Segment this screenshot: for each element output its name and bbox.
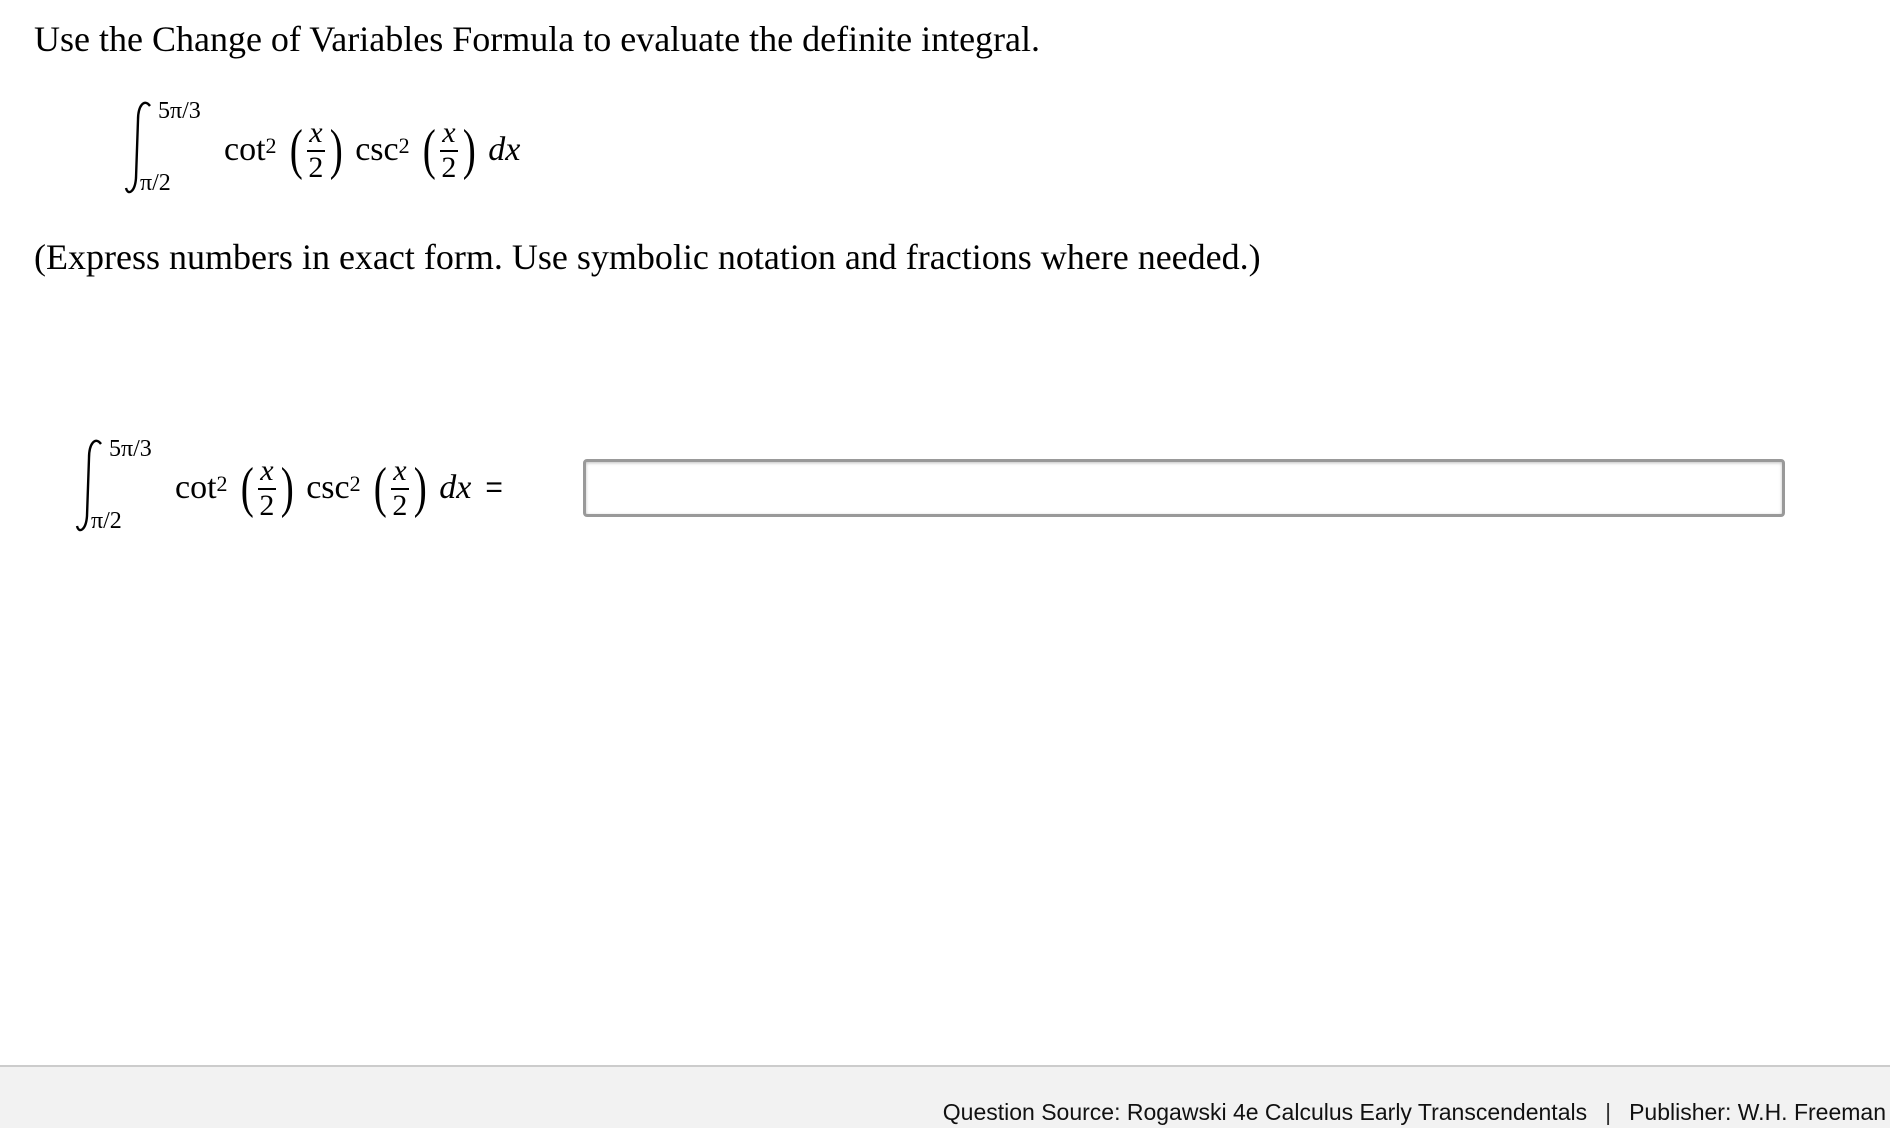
answer-integral [75,436,575,536]
fraction-numerator: x [260,453,274,487]
integral-display [124,98,584,198]
footer-credits [943,1099,1886,1126]
lower-limit: π/2 [91,508,122,534]
upper-limit: 5π/3 [109,436,152,462]
differential: dx [488,131,521,168]
right-paren: ) [329,119,343,181]
footer [0,1065,1890,1128]
lower-limit: π/2 [140,170,171,196]
cot-function: cot [175,469,217,506]
right-paren: ) [462,119,476,181]
differential: dx [439,469,472,506]
left-paren: ( [373,457,387,519]
answer-input[interactable] [583,459,1785,517]
fraction [306,115,325,184]
fraction-denominator: 2 [392,488,408,522]
cot-exponent: 2 [216,471,228,496]
csc-exponent: 2 [398,133,410,158]
upper-limit: 5π/3 [158,98,201,124]
cot-exponent: 2 [265,133,277,158]
fraction-numerator: x [393,453,407,487]
fraction-numerator: x [442,115,456,149]
fraction-denominator: 2 [259,488,275,522]
fraction-numerator: x [309,115,323,149]
left-paren: ( [240,457,254,519]
left-paren: ( [289,119,303,181]
fraction-denominator: 2 [441,150,457,184]
fraction [439,115,458,184]
fraction-denominator: 2 [308,150,324,184]
footer-separator: | [1605,1099,1612,1125]
csc-exponent: 2 [349,471,361,496]
publisher: Publisher: W.H. Freeman [1629,1099,1886,1125]
equals-sign: = [485,471,503,504]
right-paren: ) [413,457,427,519]
right-paren: ) [280,457,294,519]
csc-function: csc [355,131,399,168]
fraction [257,453,276,522]
question-source: Question Source: Rogawski 4e Calculus Early Transcendentals [942,1099,1588,1125]
question-prompt: Use the Change of Variables Formula to evaluate the definite integral. [34,19,1041,59]
cot-function: cot [224,131,266,168]
fraction [390,453,409,522]
left-paren: ( [422,119,436,181]
instructions: (Express numbers in exact form. Use symbolic notation and fractions where needed.) [34,237,1261,277]
csc-function: csc [306,469,350,506]
